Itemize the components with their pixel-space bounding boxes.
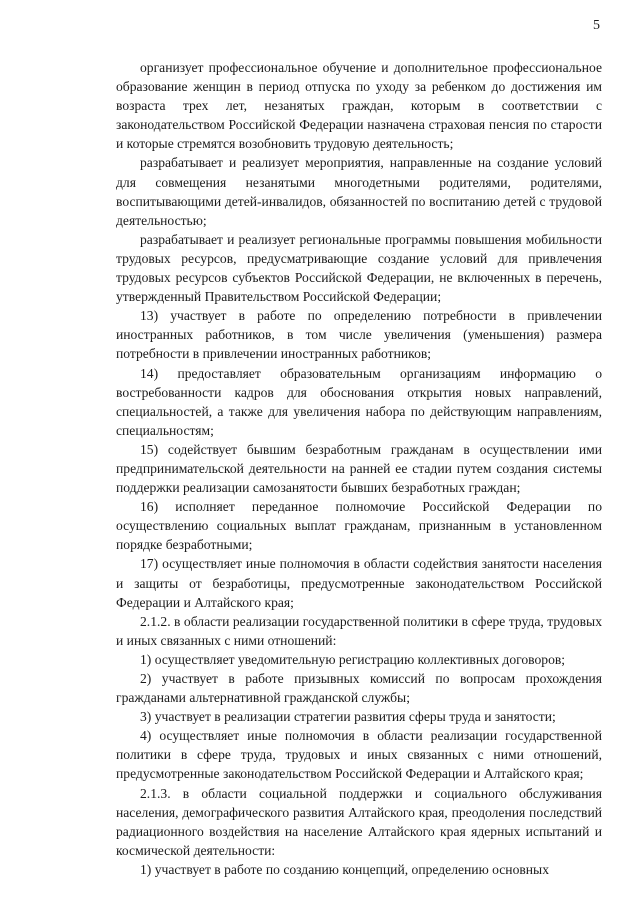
paragraph: разрабатывает и реализует региональные программы повышения мобильности трудовых ресурсов, предусматривающие создание условий для привлечения трудовых ресурсов субъектов Российской Федерации, не включенных в перечень, утвержденный Правительством Российской Федерации; [116,231,602,305]
document-body [116,58,602,879]
paragraph: 3) участвует в реализации стратегии развития сферы труда и занятости; [140,709,556,725]
paragraph: 1) участвует в работе по созданию концепций, определению основных [140,861,549,877]
paragraph: 14) предоставляет образовательным организациям информацию о востребованности кадров для обоснования открытия новых направлений, специальностей, а также для увеличения набора по действующим направлениям, специальностям; [116,365,602,438]
paragraph: 15) содействует бывшим безработным гражданам в осуществлении ими предпринимательской деятельности на ранней ее стадии путем создания системы поддержки реализации самозанятости бывших безработных граждан; [116,441,602,496]
paragraph: 13) участвует в работе по определению потребности в привлечении иностранных работников, в том числе увеличения (уменьшения) размера потребности в привлечении иностранных работников; [116,308,602,362]
paragraph: 4) осуществляет иные полномочия в области реализации государственной политики в сфере труда, трудовых и иных связанных с ними отношений, предусмотренные законодательством Российской Федерации и Алтайского края; [116,728,602,782]
section-heading: 2.1.3. в области социальной поддержки и социального обслуживания населения, демографического развития Алтайского края, преодоления последствий радиационного воздействия на население Алтайского края ядерных испытаний и космической деятельности: [116,785,602,858]
paragraph: разрабатывает и реализует мероприятия, направленные на создание условий для совмещения незанятыми многодетными родителями, родителями, воспитывающими детей-инвалидов, обязанностей по воспитанию детей с трудовой деятельностью; [116,155,602,228]
section-heading: 2.1.2. в области реализации государственной политики в сфере труда, трудовых и иных связанных с ними отношений: [116,613,602,648]
paragraph: 17) осуществляет иные полномочия в области содействия занятости населения и защиты от безработицы, предусмотренные законодательством Российской Федерации и Алтайского края; [116,556,602,610]
page-number: 5 [593,18,600,33]
paragraph: 1) осуществляет уведомительную регистрацию коллективных договоров; [140,651,566,667]
paragraph: 2) участвует в работе призывных комиссий по вопросам прохождения гражданами альтернативной гражданской службы; [116,671,602,706]
paragraph: организует профессиональное обучение и дополнительное профессиональное образование женщин в период отпуска по уходу за ребенком до достижения им возраста трех лет, незанятых граждан, которым в соответствии с законодательством Российской Федерации назначена страховая пенсия по старости и которые стремятся возобновить трудовую деятельность; [116,60,602,152]
paragraph: 16) исполняет переданное полномочие Российской Федерации по осуществлению социальных выплат гражданам, признанным в установленном порядке безработными; [116,499,602,553]
